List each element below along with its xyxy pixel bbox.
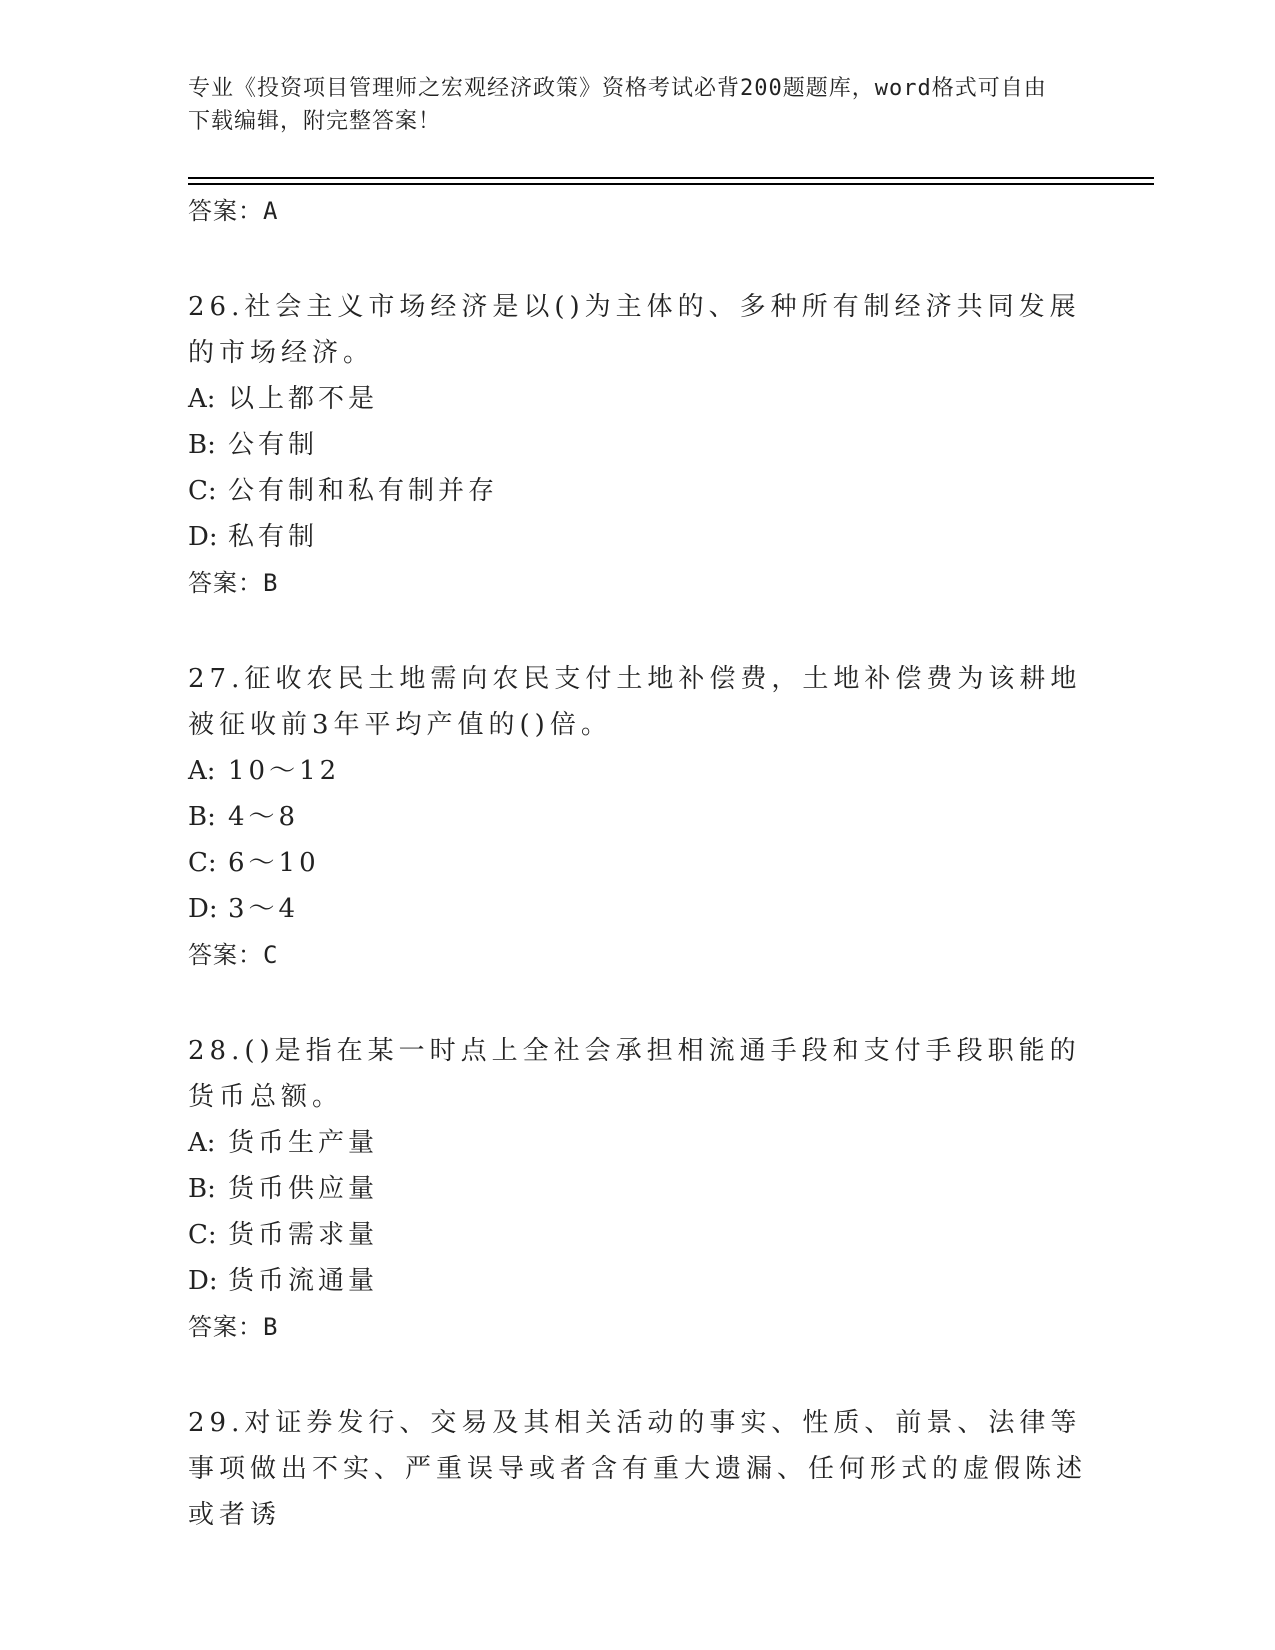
option-b bbox=[188, 422, 1088, 468]
option-key: C: bbox=[188, 848, 217, 878]
answer-label: 答案： bbox=[188, 1313, 263, 1341]
answer-line bbox=[188, 188, 1088, 234]
answer-label: 答案： bbox=[188, 941, 263, 969]
option-key: B: bbox=[188, 1174, 216, 1204]
option-c bbox=[188, 468, 1088, 514]
option-d bbox=[188, 886, 1088, 932]
option-a bbox=[188, 376, 1088, 422]
option-key: B: bbox=[188, 430, 216, 460]
option-text: 公有制和私有制并存 bbox=[228, 476, 499, 506]
option-c bbox=[188, 840, 1088, 886]
option-b bbox=[188, 794, 1088, 840]
option-d bbox=[188, 514, 1088, 560]
option-text: 公有制 bbox=[228, 430, 319, 460]
option-text: 以上都不是 bbox=[228, 384, 379, 414]
option-key: C: bbox=[188, 476, 217, 506]
answer-label: 答案： bbox=[188, 197, 263, 225]
option-d bbox=[188, 1258, 1088, 1304]
option-key: A: bbox=[188, 1128, 216, 1158]
option-key: D: bbox=[188, 894, 218, 924]
question-item bbox=[188, 1028, 1088, 1350]
question-stem: 27.征收农民土地需向农民支付土地补偿费，土地补偿费为该耕地被征收前3年平均产值的()倍。 bbox=[188, 664, 1082, 740]
answer-line bbox=[188, 1304, 1088, 1350]
header-divider-top bbox=[188, 177, 1154, 179]
option-text: 货币需求量 bbox=[228, 1220, 379, 1250]
option-b bbox=[188, 1166, 1088, 1212]
option-key: B: bbox=[188, 802, 216, 832]
question-stem: 29.对证券发行、交易及其相关活动的事实、性质、前景、法律等事项做出不实、严重误导或者含有重大遗漏、任何形式的虚假陈述或者诱 bbox=[188, 1408, 1088, 1530]
option-text: 货币流通量 bbox=[228, 1266, 379, 1296]
answer-line bbox=[188, 932, 1088, 978]
answer-line bbox=[188, 560, 1088, 606]
question-item bbox=[188, 1400, 1088, 1538]
option-c bbox=[188, 1212, 1088, 1258]
question-stem: 26.社会主义市场经济是以()为主体的、多种所有制经济共同发展的市场经济。 bbox=[188, 292, 1081, 368]
option-text: 10～12 bbox=[228, 756, 341, 786]
question-item bbox=[188, 284, 1088, 606]
header-divider-bottom bbox=[188, 183, 1154, 185]
option-a bbox=[188, 1120, 1088, 1166]
answer-value: B bbox=[263, 1313, 279, 1341]
answer-value: C bbox=[263, 941, 279, 969]
question-item bbox=[188, 656, 1088, 978]
answer-value: A bbox=[263, 197, 279, 225]
answer-label: 答案： bbox=[188, 569, 263, 597]
question-list bbox=[188, 188, 1088, 1538]
option-text: 4～8 bbox=[228, 802, 300, 832]
document-header-title: 专业《投资项目管理师之宏观经济政策》资格考试必背200题题库，word格式可自由下载编辑，附完整答案！ bbox=[188, 76, 1047, 134]
option-key: D: bbox=[188, 1266, 218, 1296]
option-a bbox=[188, 748, 1088, 794]
option-key: A: bbox=[188, 384, 216, 414]
question-stem: 28.()是指在某一时点上全社会承担相流通手段和支付手段职能的货币总额。 bbox=[188, 1036, 1081, 1112]
answer-value: B bbox=[263, 569, 279, 597]
option-key: C: bbox=[188, 1220, 217, 1250]
option-text: 货币生产量 bbox=[228, 1128, 379, 1158]
option-text: 私有制 bbox=[228, 522, 319, 552]
option-text: 货币供应量 bbox=[228, 1174, 379, 1204]
option-text: 3～4 bbox=[228, 894, 300, 924]
option-key: D: bbox=[188, 522, 218, 552]
option-text: 6～10 bbox=[228, 848, 320, 878]
option-key: A: bbox=[188, 756, 216, 786]
